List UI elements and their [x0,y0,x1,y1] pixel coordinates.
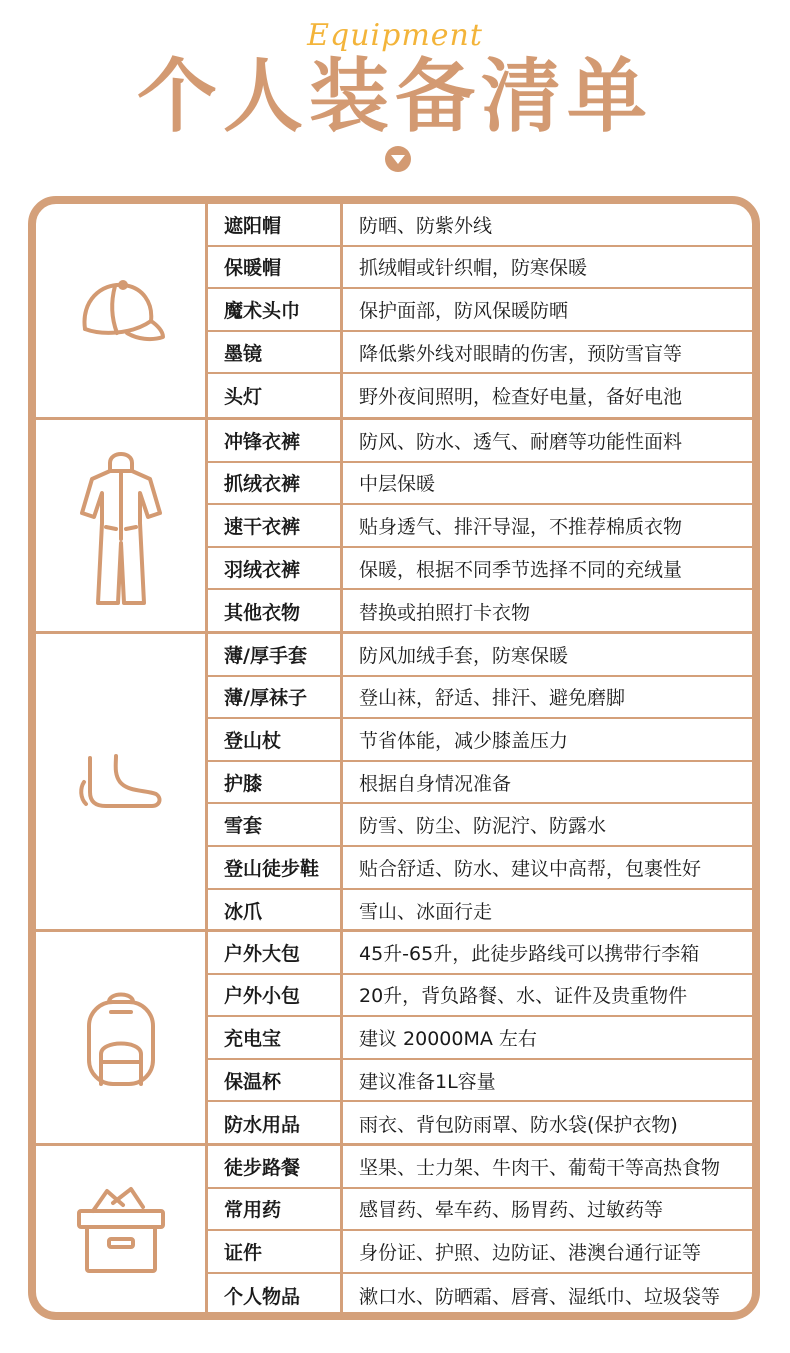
foot-icon [76,752,166,812]
list-item: 证件 身份证、护照、边防证、港澳台通行证等 [208,1231,752,1274]
page-title: 个人装备清单 [137,50,653,143]
script-title: Equipment [307,18,483,53]
list-item: 头灯 野外夜间照明，检查好电量，备好电池 [208,374,752,417]
list-item: 登山杖 节省体能，减少膝盖压力 [208,719,752,762]
list-item: 墨镜 降低紫外线对眼睛的伤害，预防雪盲等 [208,332,752,375]
list-item: 户外小包 20升，背负路餐、水、证件及贵重物件 [208,975,752,1018]
supply-box-icon [73,1181,169,1277]
list-item: 登山徒步鞋 贴合舒适、防水、建议中高帮，包裹性好 [208,847,752,890]
section-clothing [36,420,752,634]
section-supplies [36,1146,752,1312]
section-headwear [36,204,752,420]
list-item: 雪套 防雪、防尘、防泥泞、防露水 [208,804,752,847]
list-item: 冰爪 雪山、冰面行走 [208,890,752,933]
section-accessories [36,634,752,932]
list-item: 薄/厚袜子 登山袜，舒适、排汗、避免磨脚 [208,677,752,720]
header [0,0,790,190]
list-item: 魔术头巾 保护面部，防风保暖防晒 [208,289,752,332]
list-item: 薄/厚手套 防风加绒手套，防寒保暖 [208,634,752,677]
list-item: 防水用品 雨衣、背包防雨罩、防水袋(保护衣物) [208,1102,752,1145]
jumpsuit-icon [76,443,166,608]
list-item: 保温杯 建议准备1L容量 [208,1060,752,1103]
backpack-icon [81,988,161,1088]
list-item: 羽绒衣裤 保暖，根据不同季节选择不同的充绒量 [208,548,752,591]
cap-icon [71,271,171,351]
list-item: 护膝 根据自身情况准备 [208,762,752,805]
list-item: 个人物品 漱口水、防晒霜、唇膏、湿纸巾、垃圾袋等 [208,1274,752,1317]
down-arrow-icon [384,145,412,173]
list-item: 其他衣物 替换或拍照打卡衣物 [208,590,752,633]
list-item: 保暖帽 抓绒帽或针织帽，防寒保暖 [208,247,752,290]
list-item: 徒步路餐 坚果、士力架、牛肉干、葡萄干等高热食物 [208,1146,752,1189]
list-item: 冲锋衣裤 防风、防水、透气、耐磨等功能性面料 [208,420,752,463]
list-item: 充电宝 建议 20000MA 左右 [208,1017,752,1060]
equipment-table [28,196,760,1320]
list-item: 户外大包 45升-65升，此徒步路线可以携带行李箱 [208,932,752,975]
list-item: 速干衣裤 贴身透气、排汗导湿，不推荐棉质衣物 [208,505,752,548]
section-bags [36,932,752,1146]
list-item: 抓绒衣裤 中层保暖 [208,463,752,506]
list-item: 常用药 感冒药、晕车药、肠胃药、过敏药等 [208,1189,752,1232]
list-item: 遮阳帽 防晒、防紫外线 [208,204,752,247]
